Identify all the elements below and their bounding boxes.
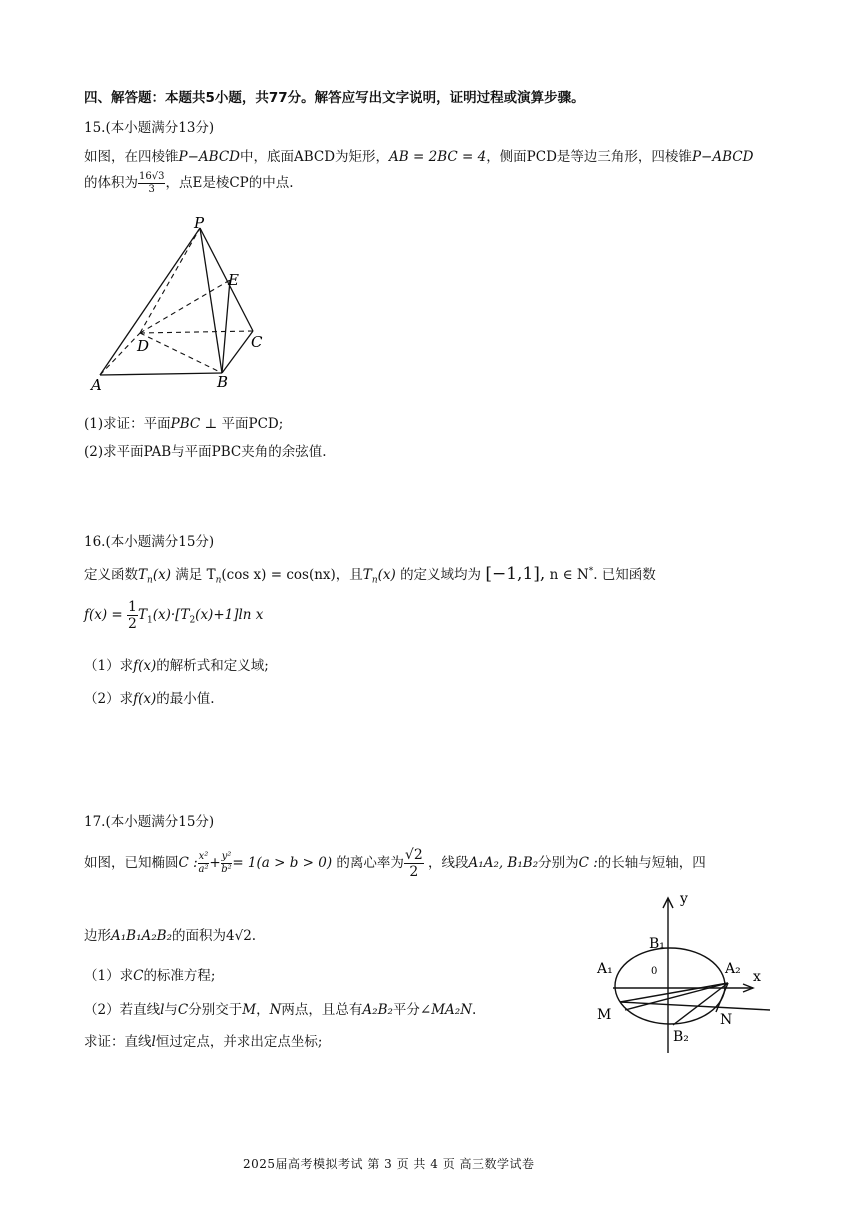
label-D: D [137, 337, 150, 355]
label-A1: A₁ [597, 961, 613, 977]
label-B1: B₁ [649, 936, 665, 952]
axis-y-label: y [680, 891, 688, 907]
q15-header: 15.(本小题满分13分) [84, 120, 215, 136]
q17-part1: （1）求C的标准方程; [84, 968, 216, 984]
label-A2: A₂ [725, 961, 741, 977]
label-A: A [91, 376, 102, 394]
q15-part1: (1)求证：平面PBC ⊥ 平面PCD; [84, 416, 284, 432]
q17-part2: （2）若直线l与C分别交于M，N两点，且总有A₂B₂平分∠MA₂N. [84, 1002, 477, 1018]
label-E: E [228, 271, 239, 289]
q16-part1: （1）求f(x)的解析式和定义域; [84, 658, 269, 674]
label-N: N [720, 1012, 733, 1028]
q16-part2: （2）求f(x)的最小值. [84, 691, 215, 707]
label-origin: 0 [651, 966, 658, 977]
q15-part2: (2)求平面PAB与平面PBC夹角的余弦值. [84, 444, 327, 460]
section-title: 四、解答题：本题共5小题，共77分。解答应写出文字说明，证明过程或演算步骤。 [84, 90, 585, 106]
page-footer: 2025届高考模拟考试 第 3 页 共 4 页 高三数学试卷 [243, 1157, 535, 1171]
ellipse-figure [585, 888, 775, 1058]
q16-formula: f(x) = $\frac{1}{2}$ $T_1(x)\cdot[T_2(x)+1]\ln$ x [84, 599, 264, 632]
q17-header: 17.(本小题满分15分) [84, 814, 215, 830]
axis-x-label: x [753, 969, 761, 985]
q16-header: 16.(本小题满分15分) [84, 534, 215, 550]
q15-line2: 的体积为 $\frac{16√3}{3}$ ，点E是棱CP的中点. [84, 171, 294, 195]
label-M: M [597, 1007, 612, 1023]
q17-line1: 如图，已知椭圆C : $\frac{\text{x²}}{\text{a²}}$ + $\frac{\text{y²}}{\text{b²}}$ = 1(a > b > 0) 的离心率为 $\frac{√2}{2}$ ，线段A₁A₂, B₁B₂分别为C :的长轴与短轴，四 [84, 847, 706, 880]
q17-line2: 边形A₁B₁A₂B₂的面积为4√2. [84, 928, 257, 944]
pyramid-figure [80, 210, 280, 400]
label-P: P [194, 214, 205, 232]
q16-line1: 定义函数$T_n(x)$ 满足 $T_n(\cos$ x) = cos(nx)，且$T_n(x)$ 的定义域均为 [−1,1], n ∈ N*. 已知函数 [84, 564, 656, 586]
q15-line1: 如图，在四棱锥P−ABCD中，底面ABCD为矩形，AB = 2BC = 4，侧面PCD是等边三角形，四棱锥P−ABCD [84, 149, 754, 165]
label-B: B [217, 373, 229, 391]
q17-part3: 求证：直线l恒过定点，并求出定点坐标; [84, 1034, 323, 1050]
label-B2: B₂ [673, 1029, 689, 1045]
label-C: C [251, 333, 263, 351]
